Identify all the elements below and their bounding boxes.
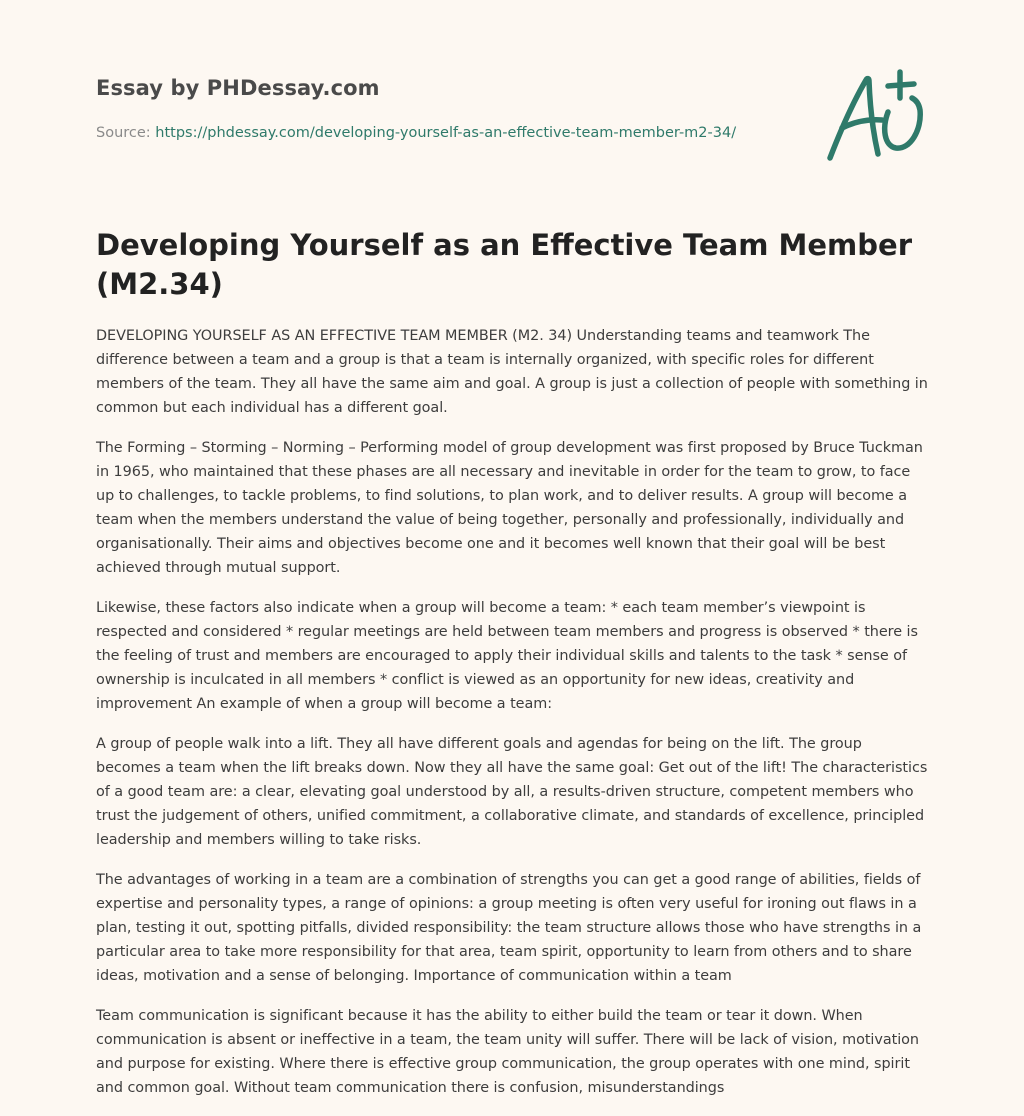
essay-paragraph: Likewise, these factors also indicate when a group will become a team: * each team member’s viewpoint is respected and considered * regular meetings are held between team members and progress is observed * there is the feeling of trust and members are encouraged to apply their individual skills and talents to the task * sense of ownership is inculcated in all members * conflict is viewed as an opportunity for new ideas, creativity and improvement An example of when a group will become a team: bbox=[96, 600, 918, 712]
essay-body bbox=[96, 324, 928, 1116]
source-line bbox=[96, 125, 796, 141]
essay-paragraph: Team communication is significant because it has the ability to either build the team or tear it down. When communication is absent or ineffective in a team, the team unity will suffer. There will be lack of vision, motivation and purpose for existing. Where there is effective group communication, the group operates with one mind, spirit and common goal. Without team communication there is confusion, misunderstandings bbox=[96, 1008, 919, 1096]
site-brand: Essay by PHDessay.com bbox=[96, 76, 380, 100]
page-header bbox=[96, 76, 796, 141]
a-plus-logo-icon bbox=[822, 68, 928, 164]
essay-title: Developing Yourself as an Effective Team Member (M2.34) bbox=[96, 228, 912, 301]
essay-paragraph: DEVELOPING YOURSELF AS AN EFFECTIVE TEAM MEMBER (M2. 34) Understanding teams and teamwork The difference between a team and a group is that a team is internally organized, with specific roles for different members of the team. They all have the same aim and goal. A group is just a collection of people with something in common but each individual has a different goal. bbox=[96, 328, 928, 416]
essay-paragraph: The Forming – Storming – Norming – Performing model of group development was first proposed by Bruce Tuckman in 1965, who maintained that these phases are all necessary and inevitable in order for the team to grow, to face up to challenges, to tackle problems, to find solutions, to plan work, and to deliver results. A group will become a team when the members understand the value of being together, personally and professionally, individually and organisationally. Their aims and objectives become one and it becomes well known that their goal will be best achieved through mutual support. bbox=[96, 440, 923, 576]
source-label: Source: bbox=[96, 125, 151, 141]
essay-paragraph: A group of people walk into a lift. They all have different goals and agendas for being on the lift. The group becomes a team when the lift breaks down. Now they all have the same goal: Get out of the lift! The characteristics of a good team are: a clear, elevating goal understood by all, a results-driven structure, competent members who trust the judgement of others, unified commitment, a collaborative climate, and standards of excellence, principled leadership and members willing to take risks. bbox=[96, 736, 928, 848]
essay-paragraph: The advantages of working in a team are a combination of strengths you can get a good range of abilities, fields of expertise and personality types, a range of opinions: a group meeting is often very useful for ironing out flaws in a plan, testing it out, spotting pitfalls, divided responsibility: the team structure allows those who have strengths in a particular area to take more responsibility for that area, team spirit, opportunity to learn from others and to share ideas, motivation and a sense of belonging. Importance of communication within a team bbox=[96, 872, 922, 984]
source-link[interactable]: https://phdessay.com/developing-yourself-as-an-effective-team-member-m2-34/ bbox=[155, 125, 737, 141]
